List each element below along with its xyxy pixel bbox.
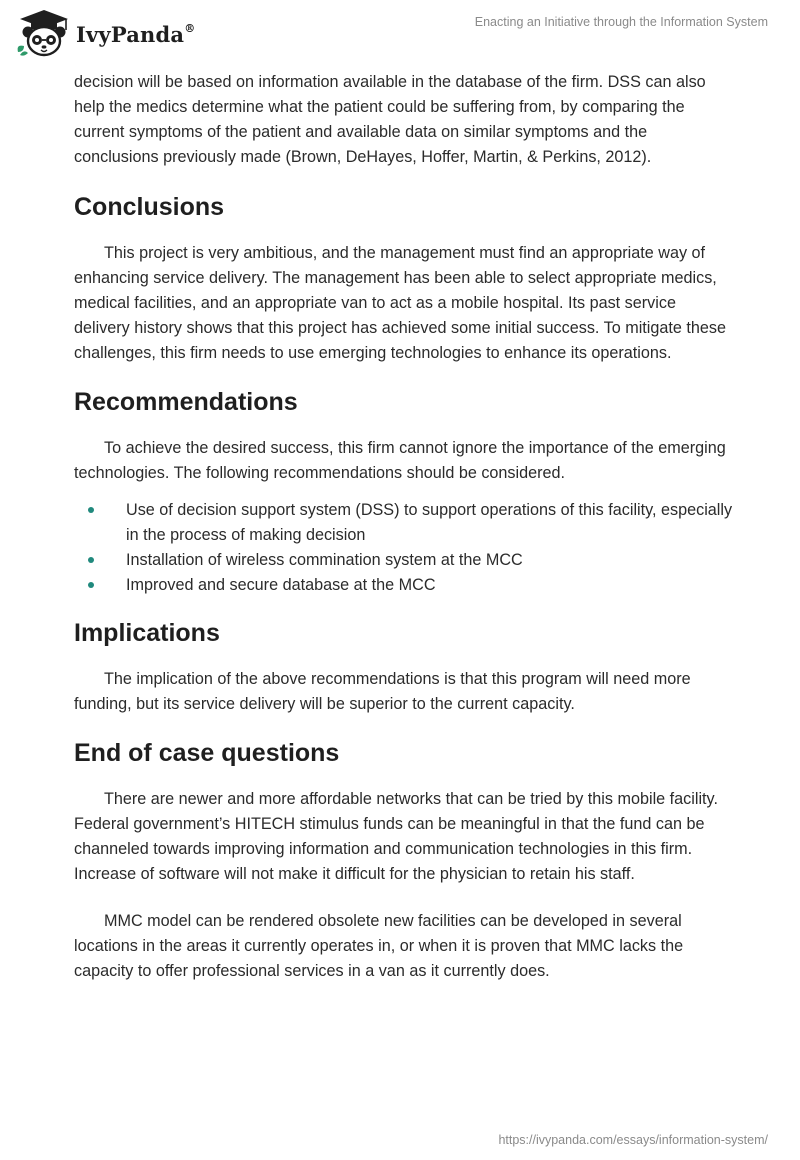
bullet-dot-icon bbox=[88, 507, 94, 513]
list-item: Improved and secure database at the MCC bbox=[74, 573, 734, 598]
panda-graduate-icon bbox=[14, 8, 74, 60]
end-of-case-questions-heading: End of case questions bbox=[74, 739, 340, 767]
implications-heading: Implications bbox=[74, 619, 220, 647]
list-item: Installation of wireless commination system at the MCC bbox=[74, 548, 734, 573]
bullet-dot-icon bbox=[88, 557, 94, 563]
logo-text: IvyPanda® bbox=[76, 21, 196, 47]
implications-paragraph: The implication of the above recommendations is that this program will need more funding, but its service delivery will be superior to the current capacity. bbox=[74, 670, 691, 713]
intro-paragraph: decision will be based on information available in the database of the firm. DSS can also help the medics determine what the patient could be suffering from, by comparing the current symptoms of the patient and available data on similar symptoms and the conclusions previously made (Brown, DeHayes, Hoffer, Martin, & Perkins, 2012). bbox=[74, 73, 706, 166]
end-questions-paragraph-2: MMC model can be rendered obsolete new facilities can be developed in several locations in the areas it currently operates in, or when it is proven that MMC lacks the capacity to offer professional services in a van as it currently does. bbox=[74, 912, 684, 980]
conclusions-heading: Conclusions bbox=[74, 193, 225, 221]
recommendations-paragraph: To achieve the desired success, this firm cannot ignore the importance of the emerging technologies. The following recommendations should be considered. bbox=[74, 439, 726, 482]
page-header bbox=[0, 0, 800, 66]
essay-content bbox=[74, 70, 734, 984]
list-item: Use of decision support system (DSS) to support operations of this facility, especially in the process of making decision bbox=[74, 498, 734, 548]
recommendations-list bbox=[74, 498, 734, 598]
end-questions-paragraph-1: There are newer and more affordable networks that can be tried by this mobile facility. Federal government’s HITECH stimulus funds can be meaningful in that the fund can be channeled towards improving information and communication technologies in this firm. Increase of software will not make it difficult for the physician to retain his staff. bbox=[74, 790, 718, 883]
conclusions-paragraph: This project is very ambitious, and the management must find an appropriate way of enhancing service delivery. The management has been able to select appropriate medics, medical facilities, and an appropriate van to act as a mobile hospital. Its past service delivery history shows that this project has achieved some initial success. To mitigate these challenges, this firm needs to use emerging technologies to enhance its operations. bbox=[74, 244, 727, 362]
ivypanda-logo[interactable] bbox=[14, 8, 195, 60]
document-title: Enacting an Initiative through the Information System bbox=[474, 15, 768, 29]
recommendations-heading: Recommendations bbox=[74, 388, 298, 416]
bullet-dot-icon bbox=[88, 582, 94, 588]
source-url-link[interactable]: https://ivypanda.com/essays/information-system/ bbox=[498, 1133, 768, 1147]
